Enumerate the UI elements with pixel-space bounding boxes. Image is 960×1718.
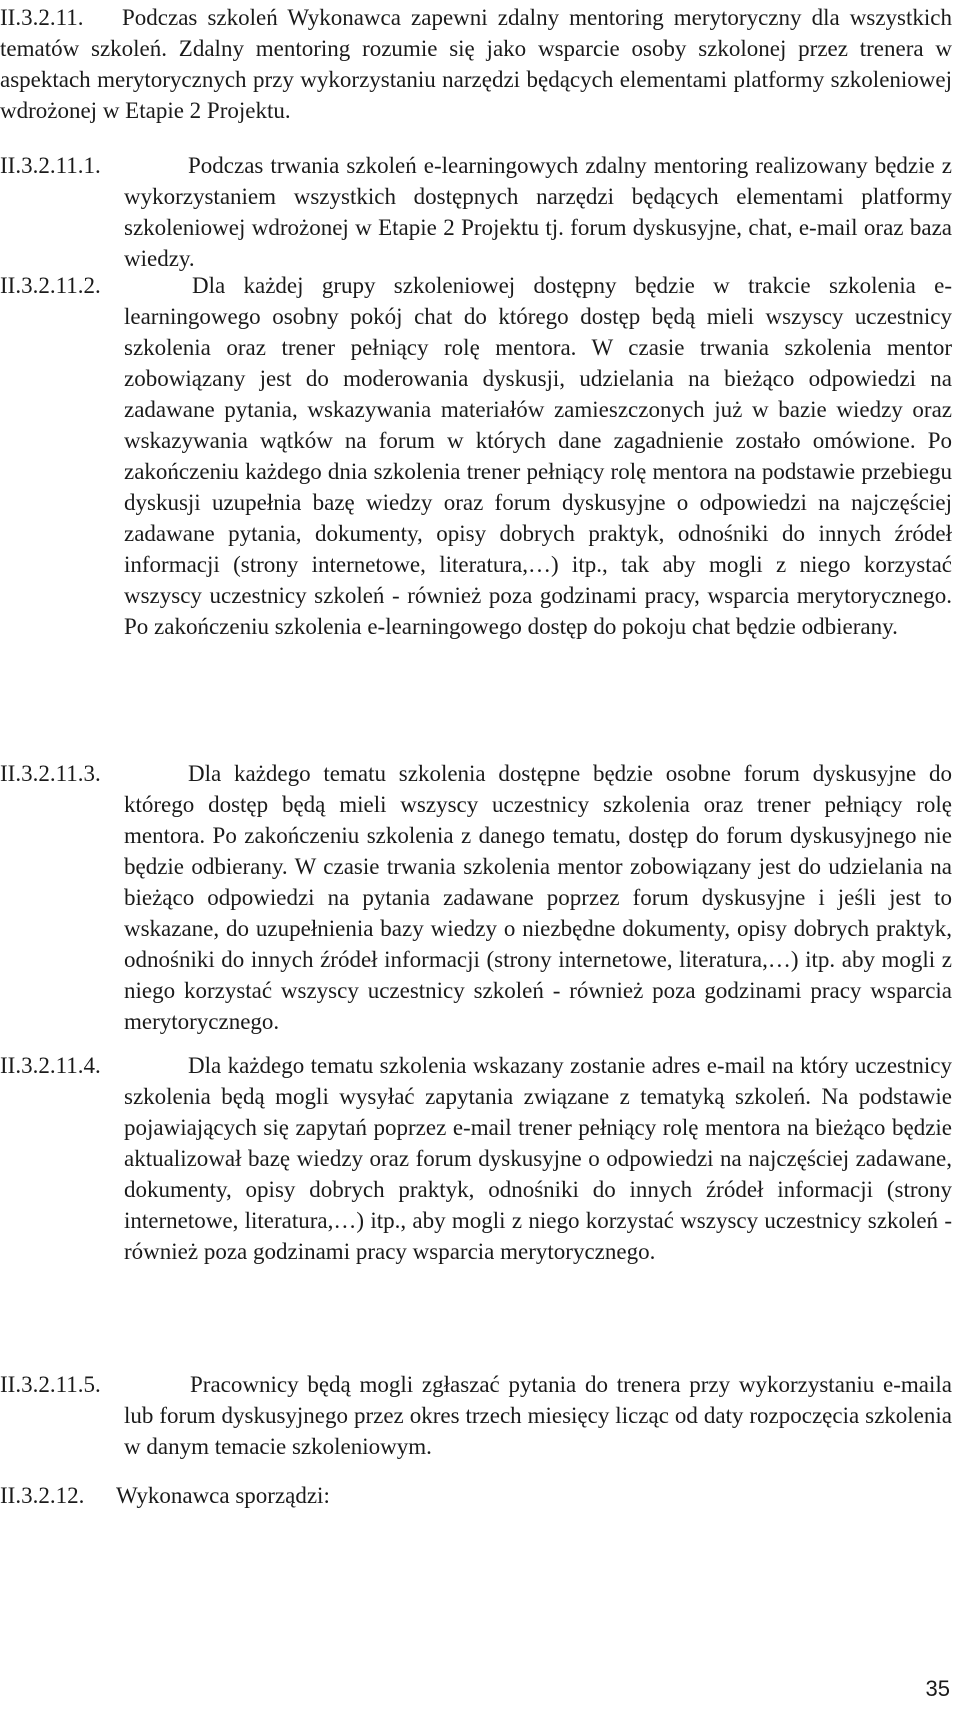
section-text: Podczas szkoleń Wykonawca zapewni zdalny mentoring merytoryczny dla wszystkich tematów szkoleń. Zdalny mentoring rozumie się jako wsparcie osoby szkolonej przez trenera w aspektach merytorycznych przy wykorzystaniu narzędzi będących elementami platformy szkoleniowej wdrożonej w Etapie 2 Projektu. — [0, 5, 952, 123]
section-ii-3-2-12 — [0, 1480, 952, 1511]
section-ii-3-2-11-4 — [0, 1050, 952, 1267]
section-ii-3-2-11-2 — [0, 270, 952, 642]
section-text: Dla każdego tematu szkolenia wskazany zostanie adres e-mail na który uczestnicy szkolenia będą mogli wysyłać zapytania związane z tematyką szkoleń. Na podstawie pojawiających się zapytań poprzez e-mail trener pełniący rolę mentora na bieżąco będzie aktualizował bazę wiedzy oraz forum dyskusyjne o odpowiedzi na najczęściej zadawane, dokumenty, opisy dobrych praktyk, odnośniki do innych źródeł informacji (strony internetowe, literatura,…) itp., aby mogli z niego korzystać wszyscy uczestnicy szkoleń - również poza godzinami pracy wsparcia merytorycznego. — [124, 1053, 952, 1264]
section-number: II.3.2.11.5. — [0, 1372, 101, 1397]
section-number: II.3.2.11.4. — [0, 1053, 101, 1078]
section-number: II.3.2.11.3. — [0, 761, 101, 786]
section-text: Wykonawca sporządzi: — [116, 1483, 330, 1508]
section-ii-3-2-11-5 — [0, 1369, 952, 1462]
section-text: Dla każdej grupy szkoleniowej dostępny będzie w trakcie szkolenia e-learningowego osobny pokój chat do którego dostęp będą mieli wszyscy uczestnicy szkolenia oraz trener pełniący rolę mentora. W czasie trwania szkolenia mentor zobowiązany jest do moderowania dyskusji, udzielania na bieżąco odpowiedzi na zadawane pytania, wskazywania materiałów zamieszczonych już w bazie wiedzy oraz wskazywania wątków na forum w których dane zagadnienie zostało omówione. Po zakończeniu każdego dnia szkolenia trener pełniący rolę mentora na podstawie przebiegu dyskusji uzupełnia bazę wiedzy oraz forum dyskusyjne o odpowiedzi na najczęściej zadawane pytania, dokumenty, opisy dobrych praktyk, odnośniki do innych źródeł informacji (strony internetowe, literatura,…) itp., tak aby mogli z niego korzystać wszyscy uczestnicy szkoleń - również poza godzinami pracy, wsparcia merytorycznego. Po zakończeniu szkolenia e-learningowego dostęp do pokoju chat będzie odbierany. — [124, 273, 952, 639]
section-text: Dla każdego tematu szkolenia dostępne będzie osobne forum dyskusyjne do którego dostęp będą mieli wszyscy uczestnicy szkolenia oraz trener pełniący rolę mentora. Po zakończeniu szkolenia z danego tematu, dostęp do forum dyskusyjnego nie będzie odbierany. W czasie trwania szkolenia mentor zobowiązany jest do udzielania na bieżąco odpowiedzi na pytania zadawane poprzez forum dyskusyjne i jeśli jest to wskazane, do uzupełnienia bazy wiedzy o niezbędne dokumenty, opisy dobrych praktyk, odnośniki do innych źródeł informacji (strony internetowe, literatura,…) itp. aby mogli z niego korzystać wszyscy uczestnicy szkoleń - również poza godzinami pracy wsparcia merytorycznego. — [124, 761, 952, 1034]
section-number: II.3.2.11.2. — [0, 273, 101, 298]
section-number: II.3.2.11. — [0, 5, 84, 30]
page-number: 35 — [925, 1676, 950, 1701]
section-ii-3-2-11-1 — [0, 150, 952, 274]
section-text: Pracownicy będą mogli zgłaszać pytania do trenera przy wykorzystaniu e-maila lub forum dyskusyjnego przez okres trzech miesięcy licząc od daty rozpoczęcia szkolenia w danym temacie szkoleniowym. — [124, 1372, 952, 1459]
section-ii-3-2-11-3 — [0, 758, 952, 1037]
section-text: Podczas trwania szkoleń e-learningowych zdalny mentoring realizowany będzie z wykorzystaniem wszystkich dostępnych narzędzi będących elementami platformy szkoleniowej wdrożonej w Etapie 2 Projektu tj. forum dyskusyjne, chat, e-mail oraz baza wiedzy. — [124, 153, 952, 271]
section-number: II.3.2.11.1. — [0, 153, 101, 178]
section-number: II.3.2.12. — [0, 1483, 85, 1508]
section-ii-3-2-11 — [0, 2, 952, 126]
